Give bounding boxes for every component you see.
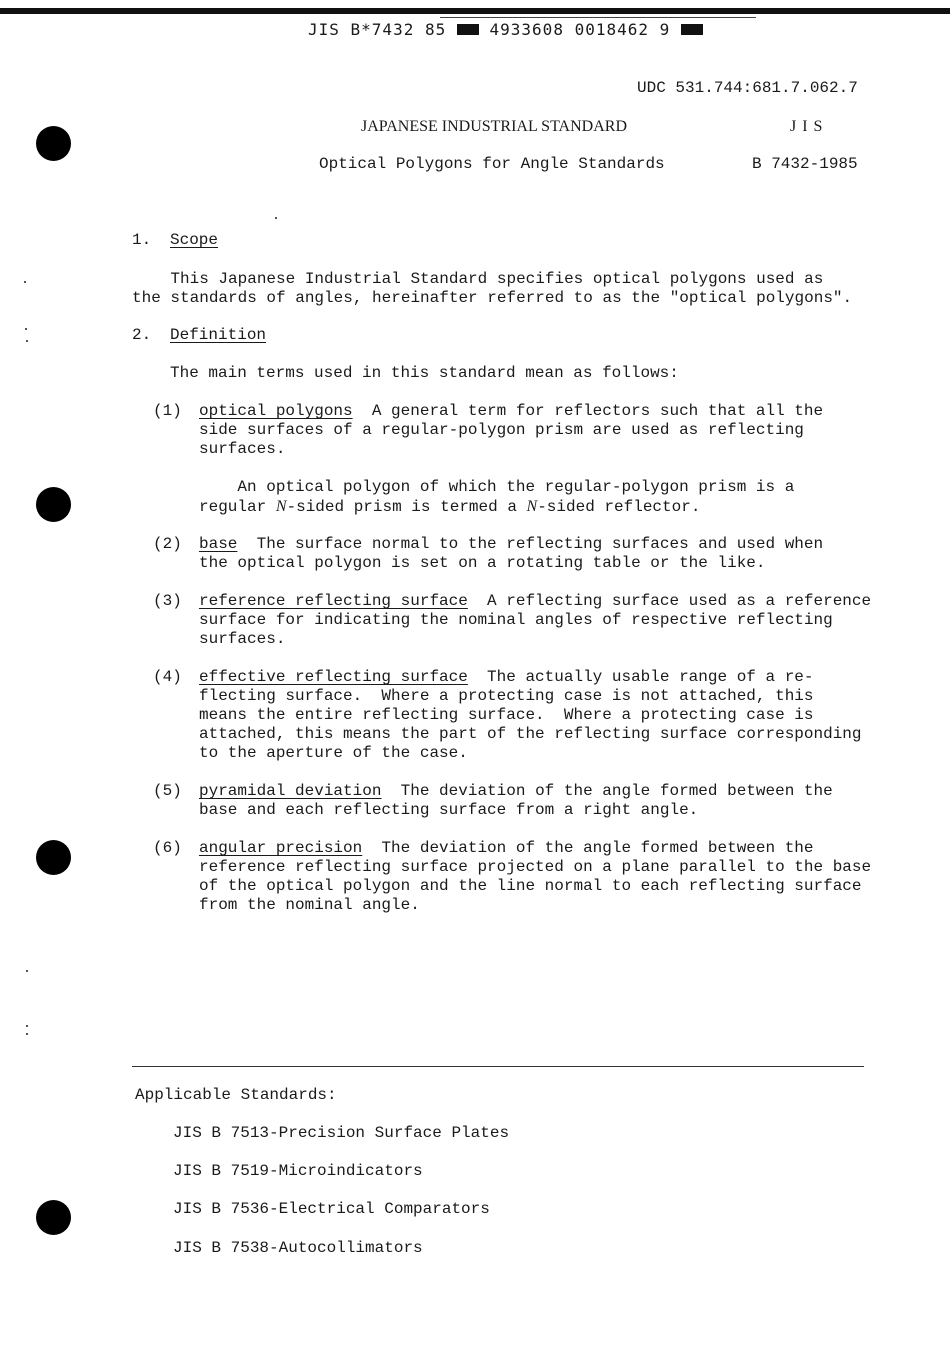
n-variable: N bbox=[526, 498, 538, 515]
definition-number: (1) bbox=[153, 402, 182, 420]
scan-speck bbox=[26, 340, 28, 342]
note-text: -sided reflector. bbox=[537, 498, 701, 516]
n-variable: N bbox=[275, 498, 287, 515]
scan-speck bbox=[24, 281, 26, 283]
definition-text: base and each reflecting surface from a right angle. bbox=[199, 801, 699, 819]
definition-term: effective reflecting surface bbox=[199, 668, 468, 686]
definition-item bbox=[199, 668, 862, 763]
note-text: -sided prism is termed a bbox=[286, 498, 527, 516]
definition-term: reference reflecting surface bbox=[199, 592, 468, 610]
section-2-heading: Definition bbox=[170, 326, 267, 344]
definition-text: The deviation of the angle formed between the bbox=[362, 839, 814, 857]
scan-speck bbox=[275, 217, 277, 219]
standard-type: JAPANESE INDUSTRIAL STANDARD bbox=[361, 118, 627, 135]
definition-number: (4) bbox=[153, 668, 182, 686]
definition-number: (6) bbox=[153, 839, 182, 857]
definition-text: the optical polygon is set on a rotating table or the like. bbox=[199, 554, 766, 572]
applicable-standards-heading: Applicable Standards: bbox=[135, 1086, 337, 1104]
n-sided-note bbox=[199, 478, 794, 517]
document-title: Optical Polygons for Angle Standards bbox=[319, 155, 665, 173]
jis-mark: J I S bbox=[790, 118, 824, 135]
definition-text: The surface normal to the reflecting surfaces and used when bbox=[237, 535, 824, 553]
definition-text: from the nominal angle. bbox=[199, 896, 420, 914]
top-thin-rule bbox=[440, 17, 756, 18]
definition-term: base bbox=[199, 535, 238, 553]
code-middle: 4933608 0018462 9 bbox=[489, 20, 671, 39]
punch-hole bbox=[36, 126, 71, 161]
definition-item bbox=[199, 535, 823, 573]
definition-term: angular precision bbox=[199, 839, 363, 857]
note-line bbox=[199, 478, 794, 497]
definition-number: (5) bbox=[153, 782, 182, 800]
scan-speck bbox=[26, 970, 28, 972]
note-text: regular bbox=[199, 498, 276, 516]
scope-line: the standards of angles, hereinafter referred to as the "optical polygons". bbox=[132, 289, 853, 307]
document-code-header bbox=[308, 20, 703, 39]
note-line bbox=[199, 497, 794, 517]
definition-text: surfaces. bbox=[199, 440, 286, 458]
scan-speck bbox=[25, 328, 27, 330]
definition-text: attached, this means the part of the reflecting surface corresponding bbox=[199, 725, 862, 743]
definition-text: to the aperture of the case. bbox=[199, 744, 468, 762]
section-1-heading: Scope bbox=[170, 231, 219, 249]
applicable-standard-item: JIS B 7519-Microindicators bbox=[173, 1162, 423, 1180]
definition-text: The deviation of the angle formed between the bbox=[381, 782, 833, 800]
scan-speck bbox=[26, 1033, 28, 1035]
definition-text: surfaces. bbox=[199, 630, 286, 648]
definition-text: reference reflecting surface projected on a plane parallel to the base bbox=[199, 858, 872, 876]
definition-text: flecting surface. Where a protecting case is not attached, this bbox=[199, 687, 814, 705]
scope-paragraph bbox=[132, 270, 852, 308]
black-block-mark bbox=[457, 24, 479, 35]
section-2-number: 2. bbox=[132, 326, 152, 344]
applicable-standard-item: JIS B 7536-Electrical Comparators bbox=[173, 1200, 490, 1218]
punch-hole bbox=[36, 1200, 71, 1235]
definition-term: optical polygons bbox=[199, 402, 353, 420]
black-block-mark bbox=[681, 24, 703, 35]
applicable-standard-item: JIS B 7538-Autocollimators bbox=[173, 1239, 423, 1257]
definition-number: (3) bbox=[153, 592, 182, 610]
definition-text: surface for indicating the nominal angles of respective reflecting bbox=[199, 611, 833, 629]
definition-text: means the entire reflecting surface. Where a protecting case is bbox=[199, 706, 814, 724]
code-left: JIS B*7432 85 bbox=[308, 20, 447, 39]
punch-hole bbox=[36, 840, 71, 875]
document-number: B 7432-1985 bbox=[752, 155, 858, 173]
footnote-rule bbox=[132, 1066, 864, 1067]
definition-item bbox=[199, 402, 823, 459]
udc-number: UDC 531.744:681.7.062.7 bbox=[637, 79, 858, 97]
definition-item bbox=[199, 782, 833, 820]
scope-line: This Japanese Industrial Standard specifies optical polygons used as bbox=[132, 270, 824, 288]
section-1-number: 1. bbox=[132, 231, 152, 249]
definition-text: of the optical polygon and the line normal to each reflecting surface bbox=[199, 877, 862, 895]
definition-text: side surfaces of a regular-polygon prism are used as reflecting bbox=[199, 421, 804, 439]
definition-text: A reflecting surface used as a reference bbox=[467, 592, 872, 610]
definition-text: A general term for reflectors such that all the bbox=[352, 402, 824, 420]
note-text: An optical polygon of which the regular-polygon prism is a bbox=[237, 478, 795, 496]
definition-intro: The main terms used in this standard mean as follows: bbox=[170, 364, 679, 382]
definition-item bbox=[199, 839, 871, 915]
applicable-standard-item: JIS B 7513-Precision Surface Plates bbox=[173, 1124, 510, 1142]
scan-speck bbox=[26, 1025, 28, 1027]
definition-text: The actually usable range of a re- bbox=[467, 668, 814, 686]
definition-item bbox=[199, 592, 871, 649]
top-edge-bar bbox=[0, 8, 950, 14]
definition-number: (2) bbox=[153, 535, 182, 553]
definition-term: pyramidal deviation bbox=[199, 782, 382, 800]
punch-hole bbox=[36, 487, 71, 522]
